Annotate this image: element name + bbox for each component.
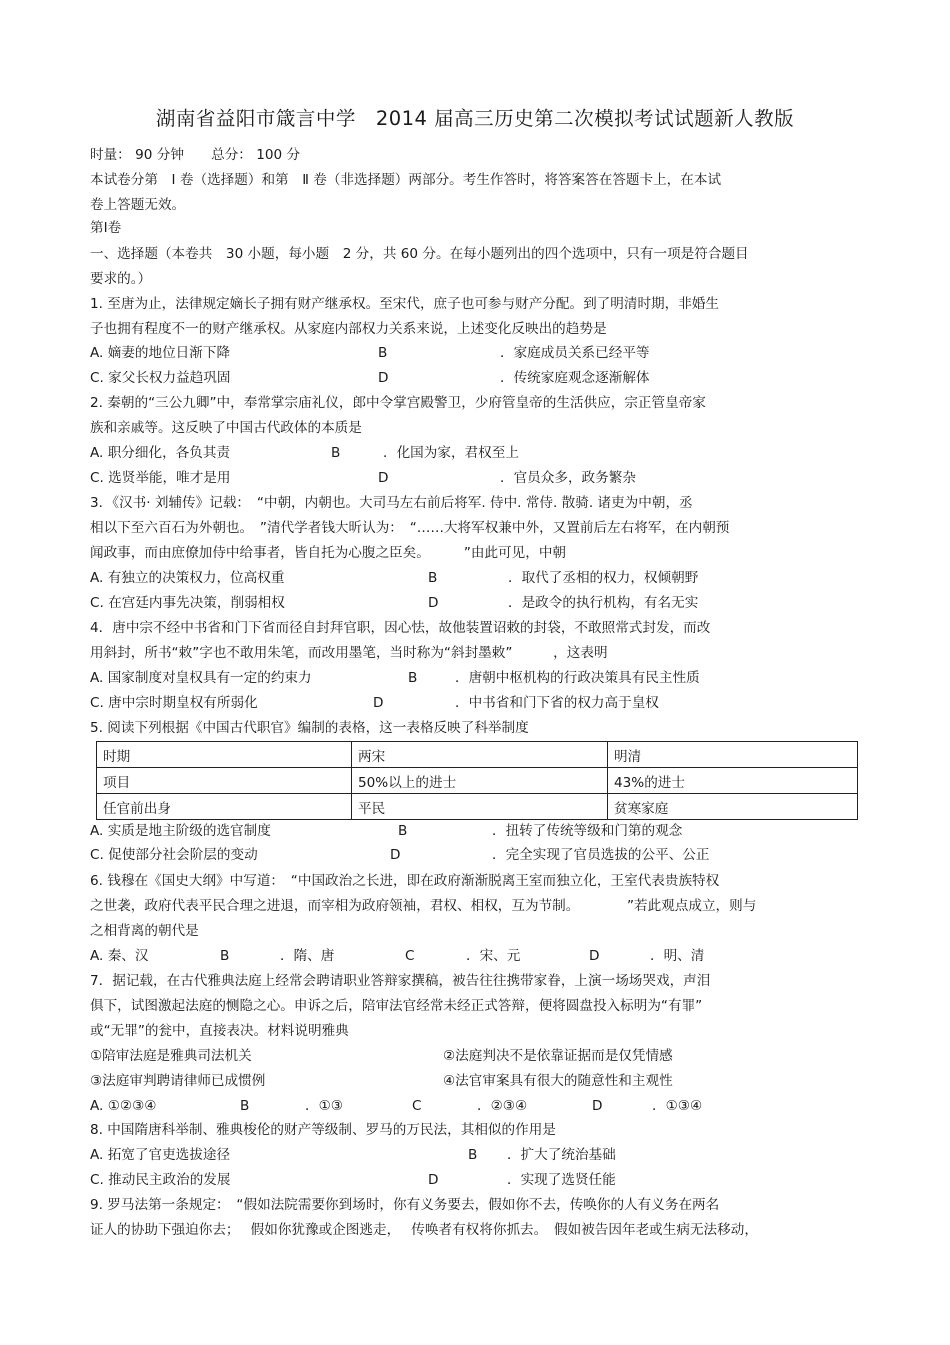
table-cell: 平民 (352, 794, 608, 820)
q2-option-b-letter: B (331, 445, 341, 461)
q5-option-a: A. 实质是地主阶级的选官制度 (90, 823, 271, 839)
table-cell: 时期 (97, 742, 352, 768)
q6-option-b-letter: B (220, 948, 230, 964)
q4-option-b: ．唐朝中枢机构的行政决策具有民主性质 (455, 670, 700, 686)
q8-option-b: ．扩大了统治基础 (507, 1147, 616, 1163)
table-cell: 50%以上的进士 (352, 768, 608, 794)
q8-option-d: ．实现了选贤任能 (507, 1172, 616, 1188)
q1-option-a: A. 嫡妻的地位日渐下降 (90, 345, 231, 361)
part-heading: 第Ⅰ卷 (90, 220, 122, 236)
q2-option-d: ．官员众多，政务繁杂 (500, 470, 636, 486)
q6-stem-1: 6. 钱穆在《国史大纲》中写道： “中国政治之长进，即在政府渐渐脱离王室而独立化，王室代表贵族特权 (90, 873, 720, 889)
q4-option-b-letter: B (408, 670, 418, 686)
q7-option-c-letter: C (412, 1098, 422, 1114)
q7-statement-2: ②法庭判决不是依靠证据而是仅凭情感 (443, 1048, 673, 1064)
table-cell: 43%的进士 (608, 768, 858, 794)
q2-option-a: A. 职分细化，各负其责 (90, 445, 231, 461)
q2-stem-2: 族和亲戚等。这反映了中国古代政体的本质是 (90, 420, 362, 436)
q7-option-b: ．①③ (305, 1098, 343, 1114)
table-cell: 任官前出身 (97, 794, 352, 820)
q4-stem-1: 4．唐中宗不经中书省和门下省而径自封拜官职，因心怯，故他装置诏敕的封袋，不敢照常式封发，而改 (90, 620, 711, 636)
q1-stem-1: 1. 至唐为止，法律规定嫡长子拥有财产继承权。至宋代，庶子也可参与财产分配。到了明清时期，非婚生 (90, 296, 720, 312)
q7-stem-3: 或“无罪”的瓮中，直接表决。材料说明雅典 (90, 1023, 349, 1039)
q1-stem-2: 子也拥有程度不一的财产继承权。从家庭内部权力关系来说，上述变化反映出的趋势是 (90, 321, 607, 337)
q5-stem: 5. 阅读下列根据《中国古代职官》编制的表格，这一表格反映了科举制度 (90, 720, 529, 736)
q1-option-c: C. 家父长权力益趋巩固 (90, 370, 231, 386)
q7-option-d: ．①③④ (652, 1098, 703, 1114)
q7-option-b-letter: B (240, 1098, 250, 1114)
q5-option-c: C. 促使部分社会阶层的变动 (90, 847, 258, 863)
q6-stem-2: 之世袭，政府代表平民合理之进退，而宰相为政府领袖，君权、相权，互为节制。 ”若此观点成立，则与 (90, 898, 757, 914)
page-title: 湖南省益阳市箴言中学 2014 届高三历史第二次模拟考试试题新人教版 (155, 107, 795, 130)
q1-option-b-letter: B (378, 345, 388, 361)
q9-stem-1: 9. 罗马法第一条规定： “假如法院需要你到场时，你有义务要去，假如你不去，传唤你的人有义务在两名 (90, 1197, 720, 1213)
q6-option-d: ．明、清 (650, 948, 705, 964)
q3-stem-2: 相以下至六百石为外朝也。 ”清代学者钱大昕认为： “……大将军权兼中外，又置前后左右将军，在内朝预 (90, 520, 730, 536)
q3-stem-3: 闻政事，而由庶僚加侍中给事者，皆自托为心腹之臣矣。 ”由此可见，中朝 (90, 545, 567, 561)
q2-option-d-letter: D (378, 470, 389, 486)
section-heading-2: 要求的。） (90, 271, 152, 287)
q4-option-d: ．中书省和门下省的权力高于皇权 (455, 695, 659, 711)
q4-option-d-letter: D (373, 695, 384, 711)
table-cell: 贫寒家庭 (608, 794, 858, 820)
q8-option-c: C. 推动民主政治的发展 (90, 1172, 231, 1188)
q7-stem-1: 7．据记载，在古代雅典法庭上经常会聘请职业答辩家撰稿，被告往往携带家眷，上演一场场哭戏，声泪 (90, 973, 711, 989)
q1-option-d-letter: D (378, 370, 389, 386)
q5-option-d-letter: D (390, 847, 401, 863)
table-row (97, 794, 858, 820)
q6-option-a: A. 秦、汉 (90, 948, 149, 964)
q6-option-c: ．宋、元 (466, 948, 521, 964)
q3-option-c: C. 在宫廷内事先决策，削弱相权 (90, 595, 285, 611)
q4-stem-2: 用斜封，所书“敕”字也不敢用朱笔，而改用墨笔，当时称为“斜封墨敕” ，这表明 (90, 645, 608, 661)
q5-table (96, 741, 858, 820)
q3-option-b: ．取代了丞相的权力，权倾朝野 (508, 570, 699, 586)
q7-stem-2: 俱下，试图激起法庭的恻隐之心。申诉之后，陪审法官经常未经正式答辩，便将圆盘投入标明为“有罪” (90, 998, 703, 1014)
q3-option-a: A. 有独立的决策权力，位高权重 (90, 570, 285, 586)
q1-option-d: ．传统家庭观念逐渐解体 (500, 370, 650, 386)
intro-line-2: 卷上答题无效。 (90, 197, 186, 213)
q3-option-b-letter: B (428, 570, 438, 586)
q8-option-b-letter: B (468, 1147, 478, 1163)
q6-option-b: ．隋、唐 (280, 948, 335, 964)
q5-option-b: ．扭转了传统等级和门第的观念 (492, 823, 683, 839)
table-row (97, 768, 858, 794)
q2-stem-1: 2. 秦朝的“三公九卿”中，奉常掌宗庙礼仪，郎中令掌宫殿警卫，少府管皇帝的生活供应，宗正管皇帝家 (90, 395, 706, 411)
q7-statement-1: ①陪审法庭是雅典司法机关 (90, 1048, 252, 1064)
intro-line-1: 本试卷分第 Ⅰ 卷（选择题）和第 Ⅱ 卷（非选择题）两部分。考生作答时，将答案答在答题卡上，在本试 (90, 172, 722, 188)
q2-option-b: ．化国为家，君权至上 (383, 445, 519, 461)
q7-option-c: ．②③④ (477, 1098, 528, 1114)
q1-option-b: ．家庭成员关系已经平等 (500, 345, 650, 361)
q7-statement-3: ③法庭审判聘请律师已成惯例 (90, 1073, 266, 1089)
q7-statement-4: ④法官审案具有很大的随意性和主观性 (443, 1073, 673, 1089)
q3-stem-1: 3．《汉书· 刘辅传》记载： “中朝，内朝也。大司马左右前后将军. 侍中. 常侍. 散骑. 诸吏为中朝，丞 (90, 495, 693, 511)
section-heading-1: 一、选择题（本卷共 30 小题，每小题 2 分，共 60 分。在每小题列出的四个选项中，只有一项是符合题目 (90, 246, 749, 262)
q8-option-a: A. 拓宽了官吏选拔途径 (90, 1147, 231, 1163)
q5-option-b-letter: B (398, 823, 408, 839)
table-cell: 两宋 (352, 742, 608, 768)
q3-option-d: ．是政令的执行机构，有名无实 (508, 595, 699, 611)
table-cell: 项目 (97, 768, 352, 794)
q8-option-d-letter: D (428, 1172, 439, 1188)
q7-option-d-letter: D (592, 1098, 603, 1114)
q8-stem: 8. 中国隋唐科举制、雅典梭伦的财产等级制、罗马的万民法，其相似的作用是 (90, 1122, 556, 1138)
q6-option-c-letter: C (405, 948, 415, 964)
exam-meta: 时量： 90 分钟 总分： 100 分 (90, 147, 301, 163)
q9-stem-2: 证人的协助下强迫你去； 假如你犹豫或企图逃走， 传唤者有权将你抓去。 假如被告因年老或生病无法移动， (90, 1222, 758, 1238)
q7-option-a: A. ①②③④ (90, 1098, 157, 1114)
q5-option-d: ．完全实现了官员选拔的公平、公正 (492, 847, 710, 863)
table-row (97, 742, 858, 768)
q2-option-c: C. 选贤举能，唯才是用 (90, 470, 231, 486)
q4-option-a: A. 国家制度对皇权具有一定的约束力 (90, 670, 312, 686)
q6-option-d-letter: D (589, 948, 600, 964)
table-cell: 明清 (608, 742, 858, 768)
q3-option-d-letter: D (428, 595, 439, 611)
q4-option-c: C. 唐中宗时期皇权有所弱化 (90, 695, 258, 711)
q6-stem-3: 之相背离的朝代是 (90, 923, 199, 939)
